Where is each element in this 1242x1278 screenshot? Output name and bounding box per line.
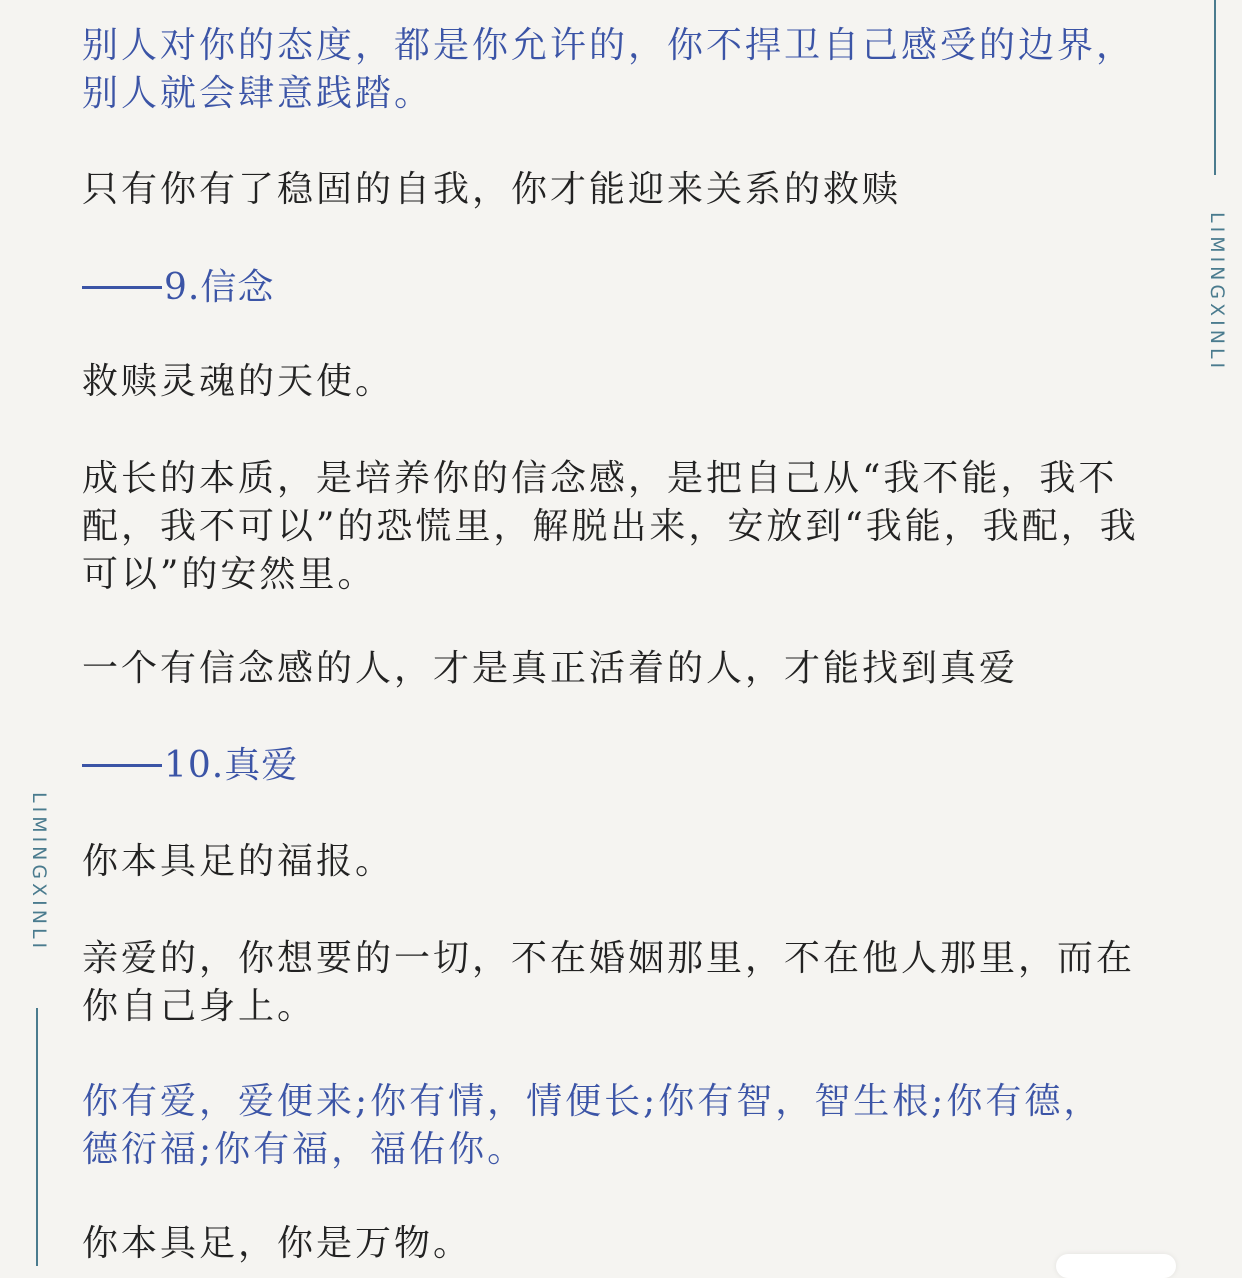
right-divider-line [1214,0,1216,175]
heading-dash [82,286,162,289]
section-heading-9 [82,264,274,312]
bottom-overlay-pill [1056,1254,1176,1278]
section-heading-10-label: 10.真爱 [164,745,299,786]
paragraph-love-verse: 你有爱，爱便来;你有情，情便长;你有智，智生根;你有德，德衍福;你有福，福佑你。 [82,1081,1103,1170]
paragraph-belief-person: 一个有信念感的人，才是真正活着的人，才能找到真爱 [82,648,1019,689]
paragraph-complete: 你本具足，你是万物。 [82,1223,473,1264]
paragraph-blessing: 你本具足的福报。 [82,841,395,882]
left-divider-line [36,1008,38,1266]
section-heading-9-label: 9.信念 [164,267,275,308]
paragraph-stable-self: 只有你有了稳固的自我，你才能迎来关系的救赎 [82,169,902,210]
heading-dash [82,764,162,767]
paragraph-angel: 救赎灵魂的天使。 [82,361,395,402]
paragraph-growth: 成长的本质，是培养你的信念感，是把自己从“我不能，我不配，我不可以”的恐慌里，解脱出来，安放到“我能，我配，我可以”的安然里。 [82,458,1139,595]
paragraph-dear: 亲爱的，你想要的一切，不在婚姻那里，不在他人那里，而在你自己身上。 [82,938,1136,1027]
watermark-right: LIMINGXINLI [1206,212,1228,373]
paragraph-boundaries: 别人对你的态度，都是你允许的，你不捍卫自己感受的边界，别人就会肆意践踏。 [82,25,1136,114]
watermark-left: LIMINGXINLI [28,792,50,953]
section-heading-10 [82,742,298,790]
